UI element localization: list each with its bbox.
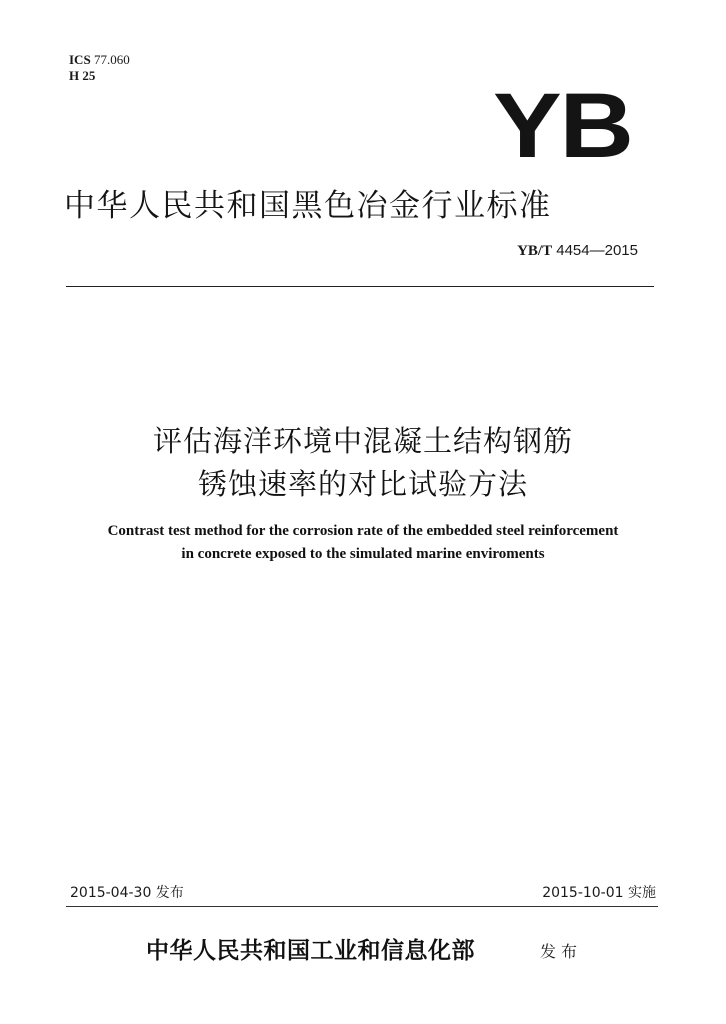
chinese-title-line1: 评估海洋环境中混凝土结构钢筋 (152, 424, 573, 458)
industry-standard-title: 中华人民共和国黑色冶金行业标准 (64, 188, 552, 224)
standard-code: 4454—2015 (556, 242, 638, 259)
issuing-authority: 中华人民共和国工业和信息化部 (146, 937, 475, 964)
issue-label: 发布 (540, 942, 583, 961)
english-title-line1: Contrast test method for the corrosion rate of the embedded steel reinforcement (107, 523, 619, 539)
ccs-code: H 25 (69, 68, 96, 83)
ics-number: 77.060 (93, 52, 130, 67)
standard-number (517, 242, 638, 260)
ics-label: ICS (69, 52, 91, 67)
ics-code (69, 52, 130, 68)
implement-date: 2015-10-01 实施 (542, 885, 656, 901)
yb-logo: YB (493, 75, 632, 177)
classification-codes (69, 52, 130, 84)
standard-prefix: YB/T (517, 243, 553, 259)
footer-divider (66, 906, 658, 907)
english-title-line2: in concrete exposed to the simulated marine enviroments (181, 546, 545, 562)
header-divider (66, 286, 654, 287)
publish-date: 2015-04-30 发布 (70, 885, 184, 901)
chinese-title-line2: 锈蚀速率的对比试验方法 (197, 467, 528, 501)
